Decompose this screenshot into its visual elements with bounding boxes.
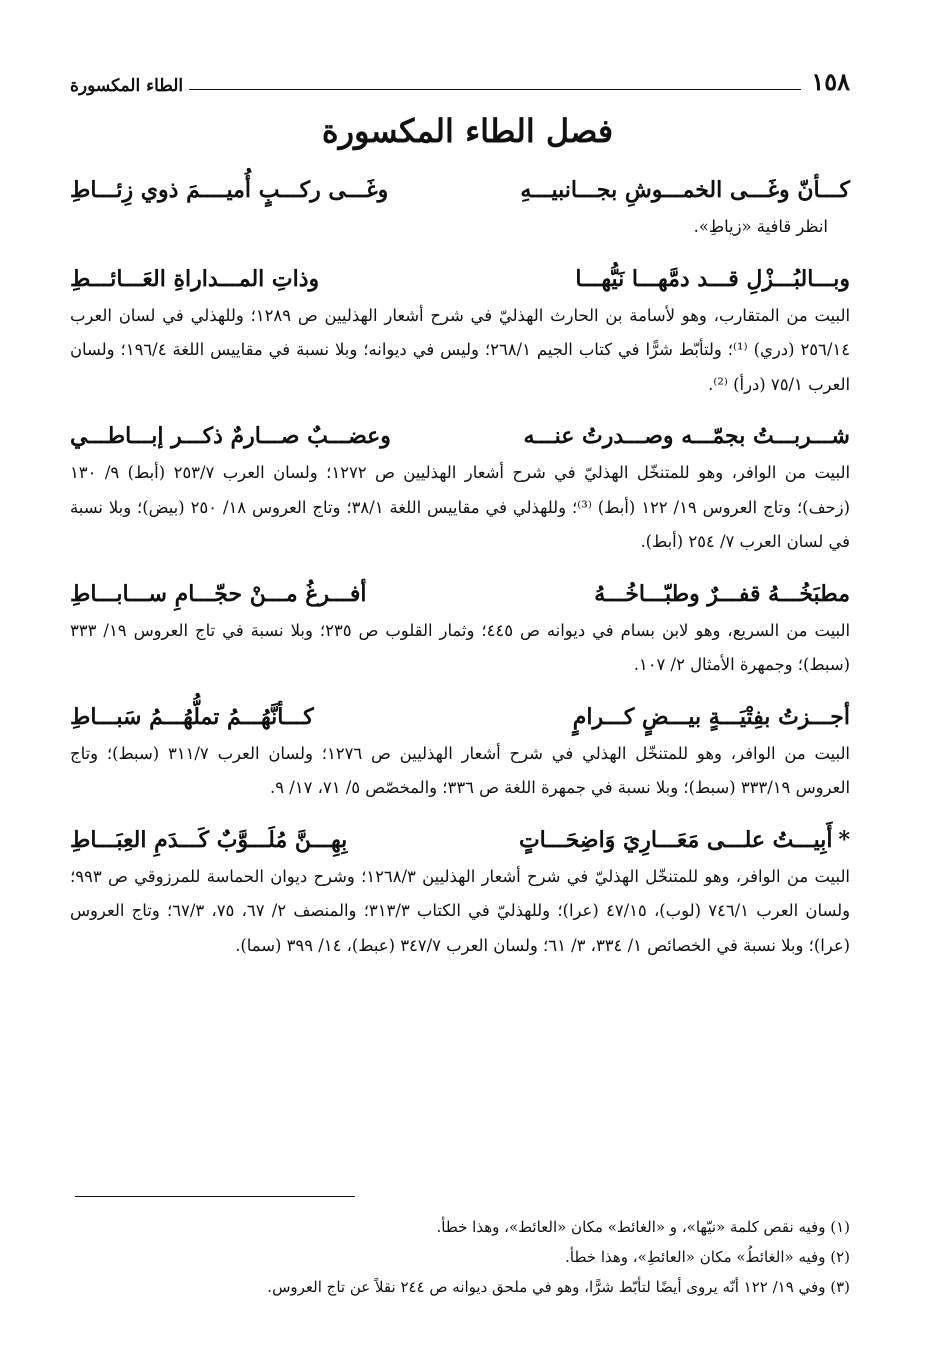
verse-line xyxy=(70,170,850,210)
page-body xyxy=(70,170,850,977)
verse-line xyxy=(70,574,850,614)
verse-entry xyxy=(70,574,850,683)
verse-entry xyxy=(70,697,850,806)
footnotes xyxy=(70,1212,850,1302)
verse-commentary: البيت من الوافر، وهو للمتنخّل الهذليّ في شرح أشعار الهذليين ١٢٦٨/٣؛ وشرح ديوان الحماسة للمرزوقي ص ٩٩٣؛ ولسان العرب ٧٤٦/١ (لوب)، ٤٧/١٥ (عرا)؛ وللهذليّ في الكتاب ٣١٣/٣؛ والمنصف ٢/ ٦٧، ٧٥، ٦٧/٣؛ وتاج العروس (عرا)؛ وبلا نسبة في الخصائص ١/ ٣٣٤، ٣/ ٦١؛ ولسان العرب ٣٤٧/٧ (عبط)، ١٤/ ٣٩٩ (سما). xyxy=(70,866,850,955)
header-rule xyxy=(189,89,801,90)
verse-commentary: انظر قافية «زياطِ». xyxy=(693,217,828,236)
verse-hemistich-second: بِهِـــنَّ مُلَـــوَّبٌ كَـــدَمِ العِبَـــاطِ xyxy=(70,826,348,853)
verse-entry xyxy=(70,820,850,964)
verse-commentary: البيت من الوافر، وهو للمتنخّل الهذلي في شرح أشعار الهذليين ص ١٢٧٦؛ ولسان العرب ٣١١/٧ (سبط)؛ وتاج العروس ٣٣٣/١٩ (سبط)؛ وبلا نسبة في جمهرة اللغة ص ٣٣٦؛ والمخصّص ٥/ ٧١، ١٧/ ٩. xyxy=(70,743,850,797)
verse-hemistich-second: وعضـــبٌ صـــارمٌ ذكـــر إبـــاطـــي xyxy=(70,423,391,449)
verse-hemistich-second: أفـــرغُ مـــنْ حجّـــامِ ســـابـــاطِ xyxy=(70,580,367,607)
verse-line xyxy=(70,416,850,456)
verse-commentary: البيت من الوافر، وهو للمتنخّل الهذليّ في شرح أشعار الهذليين ص ١٢٧٢؛ ولسان العرب ٢٥٣/٧ (أبط) ٩/ ١٣٠ (زحف)؛ وتاج العروس ١٩/ ١٢٢ (أبط) ⁽³⁾؛ وللهذلي في مقاييس اللغة ٣٨/١؛ وتاج العروس ١٨/ ٢٥٠ (بيض)؛ وبلا نسبة في لسان العرب ٧/ ٢٥٤ (أبط). xyxy=(70,463,850,551)
page-number: ١٥٨ xyxy=(811,67,850,96)
verse-line xyxy=(70,259,850,299)
verse-entry xyxy=(70,259,850,403)
running-title: الطاء المكسورة xyxy=(70,76,184,96)
verse-entry xyxy=(70,416,850,560)
verse-hemistich-first xyxy=(519,820,850,860)
footnote: (٢) وفيه «الغائطُ» مكان «العائطِ»، وهذا خطأ. xyxy=(565,1248,850,1266)
verse-hemistich-first: وبـــالبُـــزْلِ قـــد دمَّهـــا نَيُّهـــا xyxy=(575,265,850,292)
verse-hemistich-first: كـــأنّ وغَـــى الخمـــوشِ بجـــانبيـــهِ xyxy=(520,177,850,203)
verse-hemistich-first-text: أَبِيـــتُ علـــى مَعَـــارِيَ وَاضِحَـــاتٍ xyxy=(518,826,833,853)
footnote: (١) وفيه نقص كلمة «نيّها»، و «الغائط» مكان «العائط»، وهذا خطأ. xyxy=(436,1218,850,1236)
verse-commentary: البيت من المتقارب، وهو لأسامة بن الحارث الهذليّ في شرح أشعار الهذليين ص ١٢٨٩؛ وللهذلي في لسان العرب ٢٥٦/١٤ (دري) ⁽¹⁾؛ ولتأبّط شرًّا في كتاب الجيم ٢٦٨/١؛ وليس في ديوانه؛ وبلا نسبة في مقاييس اللغة ١٩٦/٤؛ ولسان العرب ٧٥/١ (درأ) ⁽²⁾. xyxy=(70,305,850,394)
verse-hemistich-first: أجـــزتُ بفِتْيَـــةٍ بيـــضٍ كـــرامٍ xyxy=(572,703,850,730)
verse-hemistich-second: كـــأنَّهُـــمُ تملُّهُـــمُ سَبـــاطِ xyxy=(70,703,314,730)
verse-hemistich-first: شـــربـــتُ بجمّـــه وصـــدرتُ عنـــه xyxy=(523,423,850,449)
verse-line xyxy=(70,820,850,860)
page-header xyxy=(70,62,850,96)
section-title: فصل الطاء المكسورة xyxy=(321,112,614,150)
verse-commentary: البيت من السريع، وهو لابن بسام في ديوانه ص ٤٤٥؛ وثمار القلوب ص ٢٣٥؛ وبلا نسبة في تاج العروس ١٩/ ٣٣٣ (سبط)؛ وجمهرة الأمثال ٢/ ١٠٧. xyxy=(70,620,851,674)
verse-hemistich-second: وذاتِ المـــداراةِ العَـــائـــطِ xyxy=(70,265,320,292)
footnote-rule xyxy=(75,1196,355,1197)
verse-hemistich-first: مطبَخُـــهُ قفـــرٌ وطبّـــاخُـــهُ xyxy=(594,580,850,607)
verse-hemistich-second: وغَـــى ركـــبٍ أُميــــمَ ذوي زِئـــاطِ xyxy=(70,177,389,203)
star-marker: * xyxy=(838,826,850,853)
verse-line xyxy=(70,697,850,737)
footnote: (٣) وفي ١٩/ ١٢٢ أنّه يروى أيضًا لتأبّط شرًّا، وهو في ملحق ديوانه ص ٢٤٤ نقلاً عن تاج العروس. xyxy=(267,1278,850,1296)
verse-entry xyxy=(70,170,850,245)
